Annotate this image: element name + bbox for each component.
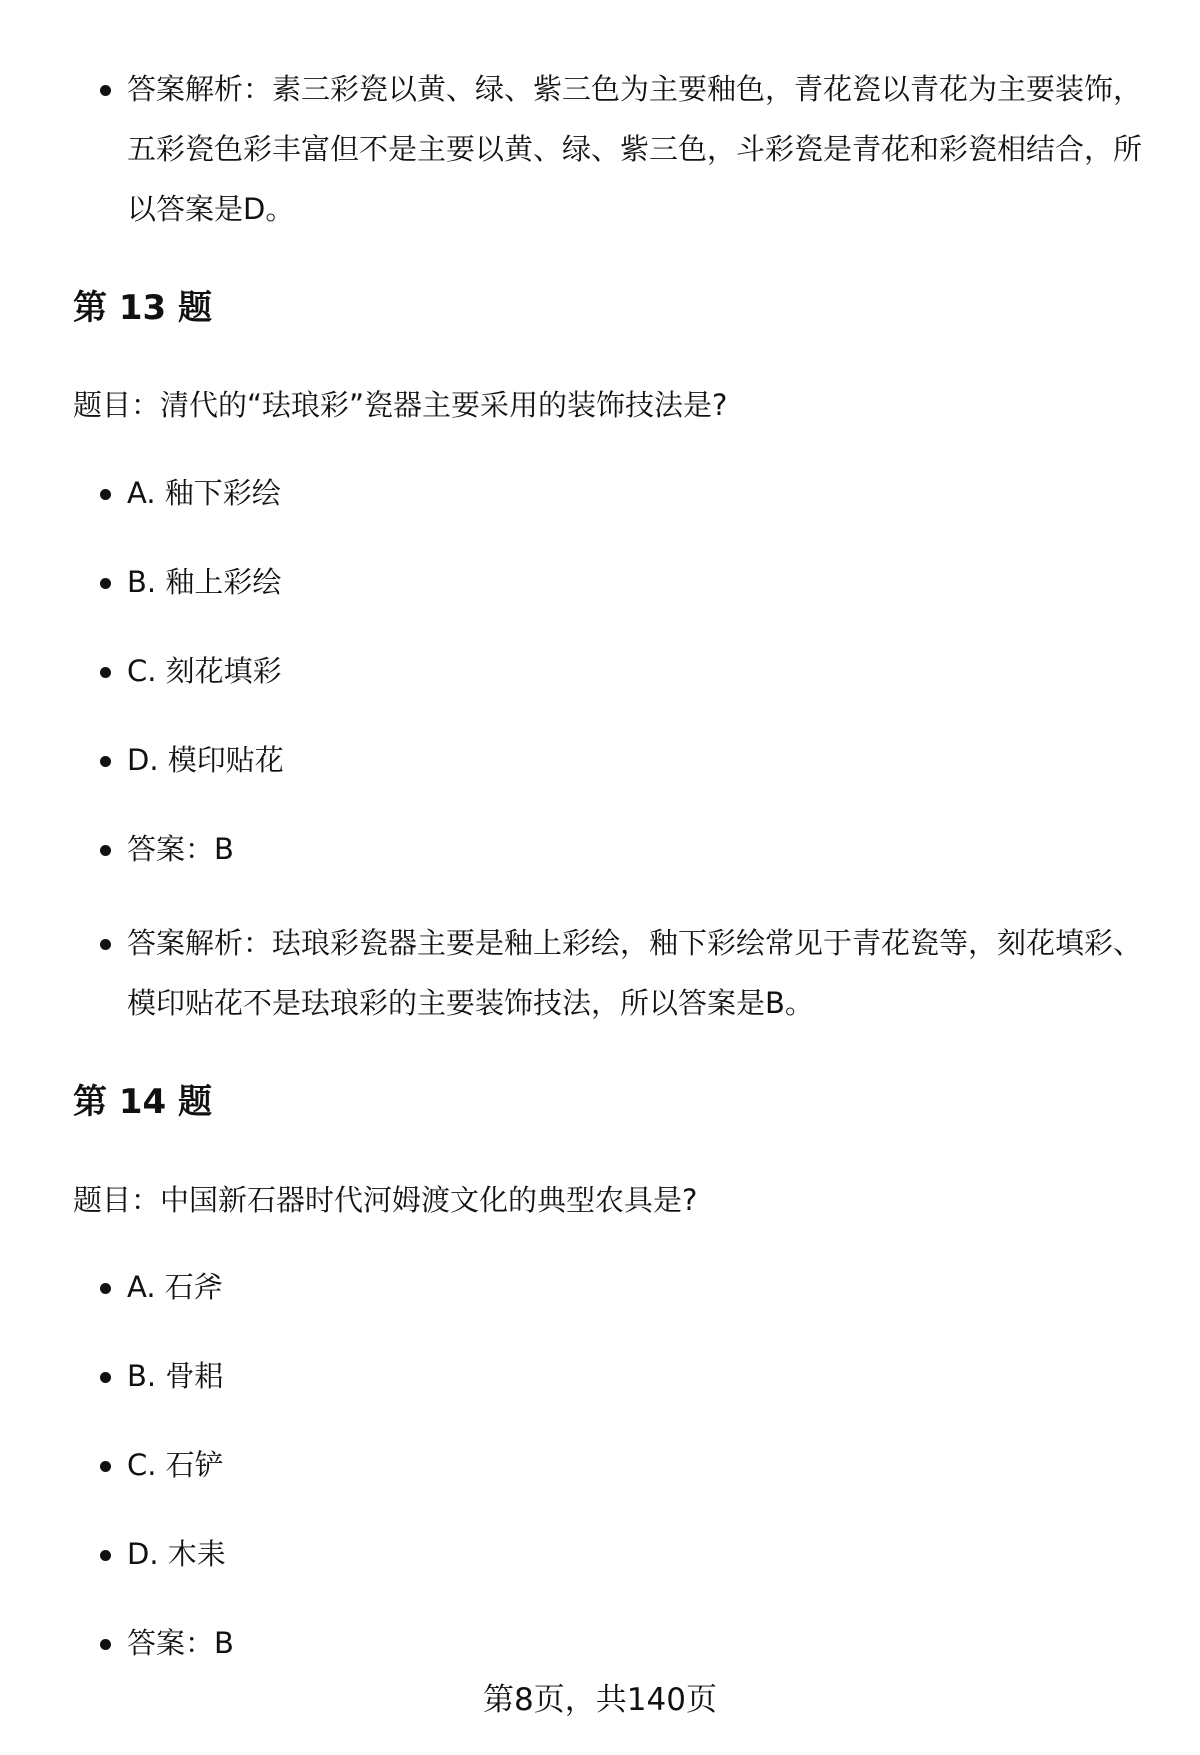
question-13-answer: 答案：B	[127, 819, 1147, 879]
page-number-footer: 第8页，共140页	[483, 1682, 717, 1718]
question-14-text: 题目：中国新石器时代河姆渡文化的典型农具是?	[73, 1183, 698, 1217]
question-14-option-c: C. 石铲	[127, 1435, 1147, 1495]
question-14-option-b: B. 骨耜	[127, 1346, 1147, 1406]
question-14-option-d: D. 木耒	[127, 1524, 1147, 1584]
question-13-option-c: C. 刻花填彩	[127, 641, 1147, 701]
question-13-option-b: B. 釉上彩绘	[127, 552, 1147, 612]
question-14-heading: 第 14 题	[73, 1082, 212, 1122]
prev-answer-analysis: 答案解析：素三彩瓷以黄、绿、紫三色为主要釉色，青花瓷以青花为主要装饰，五彩瓷色彩丰富但不是主要以黄、绿、紫三色，斗彩瓷是青花和彩瓷相结合，所以答案是D。	[127, 59, 1147, 239]
question-13-text: 题目：清代的“珐琅彩”瓷器主要采用的装饰技法是?	[73, 388, 728, 422]
question-14-option-a: A. 石斧	[127, 1257, 1147, 1317]
question-14-answer: 答案：B	[127, 1613, 1147, 1673]
question-13-option-a: A. 釉下彩绘	[127, 463, 1147, 523]
question-13-heading: 第 13 题	[73, 288, 212, 328]
question-13-option-d: D. 模印贴花	[127, 730, 1147, 790]
question-13-analysis: 答案解析：珐琅彩瓷器主要是釉上彩绘，釉下彩绘常见于青花瓷等，刻花填彩、模印贴花不是珐琅彩的主要装饰技法，所以答案是B。	[127, 913, 1147, 1033]
